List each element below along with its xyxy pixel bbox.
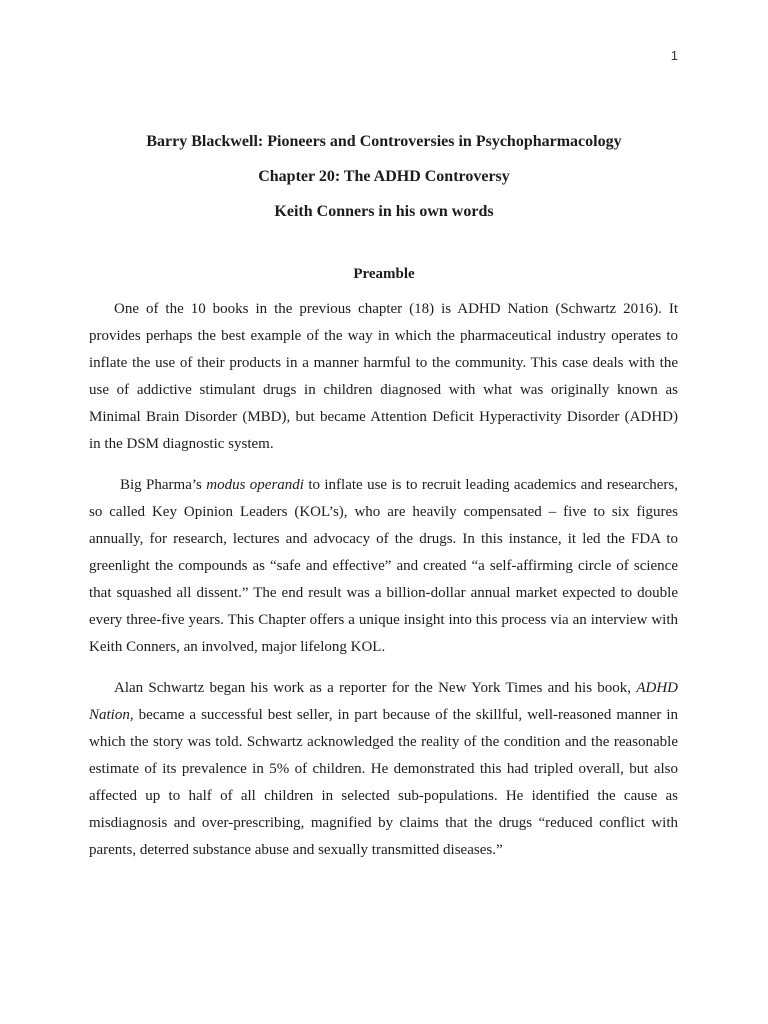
paragraph	[89, 675, 678, 864]
italic-run: modus operandi	[206, 477, 304, 493]
italic-run: ADHD Nation	[89, 680, 678, 723]
title-block	[90, 124, 678, 229]
body-text	[89, 296, 678, 864]
text-run: Big Pharma’s	[120, 477, 207, 493]
text-run: , became a successful best seller, in part because of the skillful, well-reasoned manner in which the story was told. Schwartz acknowledged the reality of the condition and the reasonable estimate of its prevalence in 5% of children. He demonstrated this had tripled overall, but also affected up to half of all children in selected sub-populations. He identified the cause as misdiagnosis and over-prescribing, magnified by claims that the drugs “reduced conflict with parents, deterred substance abuse and sexually transmitted diseases.”	[89, 707, 678, 858]
book-title: Barry Blackwell: Pioneers and Controversies in Psychopharmacology	[146, 133, 622, 150]
text-run: One of the 10 books in the previous chapter (18) is ADHD Nation (Schwartz 2016). It provides perhaps the best example of the way in which the pharmaceutical industry operates to inflate the use of their products in a manner harmful to the community. This case deals with the use of addictive stimulant drugs in children diagnosed with what was originally known as Minimal Brain Disorder (MBD), but became Attention Deficit Hyperactivity Disorder (ADHD) in the DSM diagnostic system.	[89, 301, 678, 452]
section-heading: Preamble	[353, 266, 415, 282]
text-run: to inflate use is to recruit leading academics and researchers, so called Key Opinion Leaders (KOL’s), who are heavily compensated – five to six figures annually, for research, lectures and advocacy of the drugs. In this instance, it led the FDA to greenlight the compounds as “safe and effective” and created “a self-affirming circle of science that squashed all dissent.” The end result was a billion-dollar annual market expected to double every three-five years. This Chapter offers a unique insight into this process via an interview with Keith Conners, an involved, major lifelong KOL.	[89, 477, 678, 655]
paragraph	[89, 472, 678, 661]
chapter-title: Chapter 20: The ADHD Controversy	[258, 168, 510, 185]
chapter-subtitle: Keith Conners in his own words	[274, 203, 494, 220]
paragraph	[89, 296, 678, 458]
text-run: Alan Schwartz began his work as a reporter for the New York Times and his book,	[114, 680, 637, 696]
page-number: 1	[670, 48, 678, 63]
